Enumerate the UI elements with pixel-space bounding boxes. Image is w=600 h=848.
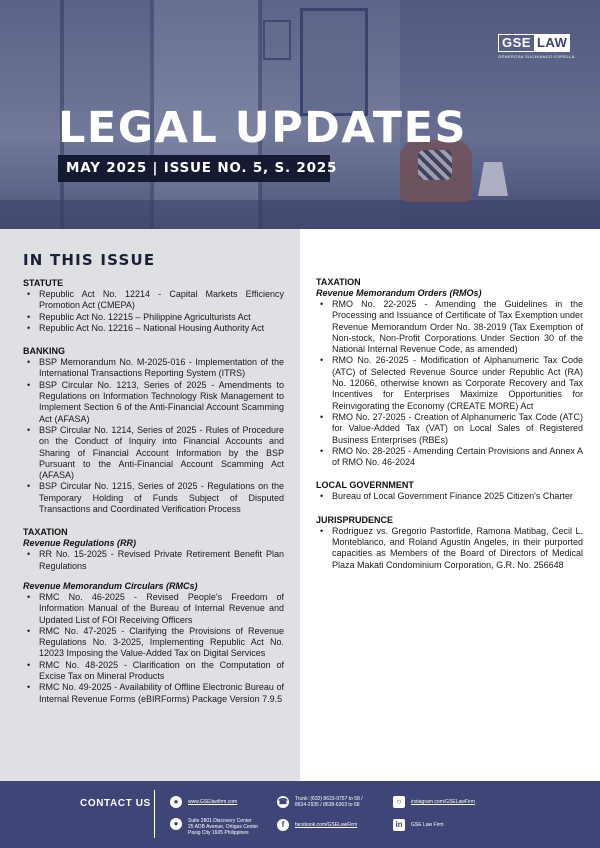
page-title: LEGAL UPDATES: [58, 103, 467, 153]
list-item: • RMO No. 26-2025 - Modification of Alphanumeric Tax Code (ATC) of Selected Revenue Source under Republic Act (RA) No. 12066, otherwise known as Corporate Recovery and Tax Incentives for Enterprises Maximize Opportunities for Reinvigorating the Economy (CREATE MORE) Act: [316, 355, 583, 411]
local-government-title: LOCAL GOVERNMENT: [316, 480, 414, 491]
list-item: • Republic Act No. 12215 – Philippine Agriculturists Act: [23, 312, 284, 323]
phone-line: 8634-2935 / 8638-6363 to 68: [295, 802, 360, 808]
location-pin-icon: ●: [170, 818, 182, 830]
instagram-icon: ○: [393, 796, 405, 808]
list-item: • Rodriguez vs. Gregorio Pastorfide, Ramona Matibag, Cecil L. Monteblanco, and Roland Agustin Angeles, in their purported capacities as Members of the Board of Directors of Medical Plaza Makati Condominium Corporation, G.R. No. 256648: [316, 526, 583, 571]
linkedin-link[interactable]: [393, 819, 444, 831]
taxation-title: TAXATION: [316, 277, 361, 287]
list-item: • Republic Act No. 12214 - Capital Markets Efficiency Promotion Act (CMEPA): [23, 289, 284, 312]
facebook-icon: f: [277, 819, 289, 831]
rr-list: [23, 549, 284, 572]
linkedin-text[interactable]: GSE Law Firm: [411, 822, 444, 828]
rmo-list: [316, 299, 583, 468]
contact-heading: CONTACT US: [80, 798, 151, 809]
address-line: Suite 2801 Discovery Center: [188, 818, 252, 824]
list-item: • BSP Circular No. 1214, Series of 2025 - Rules of Procedure on the Conduct of Inquiry into Financial Accounts and Sharing of Financial Account Information by the BSP Pursuant to the Anti-Financial Account Scamming Act (AFASA): [23, 425, 284, 481]
issue-label: MAY 2025 | ISSUE NO. 5, S. 2025: [58, 155, 330, 182]
facebook-link[interactable]: [277, 819, 357, 831]
rr-subtitle: Revenue Regulations (RR): [23, 538, 137, 549]
website-text[interactable]: www.GSElawfirm.com: [188, 799, 238, 805]
local-government-list: [316, 491, 583, 502]
phone-text: [295, 796, 363, 808]
address: [170, 818, 258, 836]
statute-list: [23, 289, 284, 334]
instagram-text[interactable]: instagram.com/GSELawFirm: [411, 799, 475, 805]
phone: [277, 796, 363, 808]
banking-list: [23, 357, 284, 515]
banking-title: BANKING: [23, 346, 65, 357]
jurisprudence-title: JURISPRUDENCE: [316, 514, 394, 525]
list-item: • RMO No. 27-2025 - Creation of Alphanumeric Tax Code (ATC) for Value-Added Tax (VAT) on Local Sales of Registered Business Enterprises (RBEs): [316, 412, 583, 446]
list-item: • BSP Memorandum No. M-2025-016 - Implementation of the International Transactions Reporting System (ITRS): [23, 357, 284, 380]
footer: [0, 781, 600, 848]
left-column: [0, 229, 300, 781]
rmo-subtitle: Revenue Memorandum Orders (RMOs): [316, 288, 482, 298]
address-line: 25 ADB Avenue, Ortigas Center: [188, 824, 259, 830]
section-heading: IN THIS ISSUE: [23, 251, 156, 269]
website-link[interactable]: [170, 796, 237, 808]
list-item: • RMC No. 48-2025 - Clarification on the Computation of Excise Tax on Mineral Products: [23, 660, 284, 683]
telephone-icon: ☎: [278, 797, 288, 806]
logo-mark: [498, 34, 570, 52]
linkedin-icon: in: [393, 819, 405, 831]
instagram-link[interactable]: [393, 796, 475, 808]
list-item: • Republic Act No. 12216 – National Housing Authority Act: [23, 323, 284, 334]
rmc-list: [23, 592, 284, 705]
logo-right-text: LAW: [534, 35, 570, 51]
list-item: • Bureau of Local Government Finance 2025 Citizen's Charter: [316, 491, 583, 502]
taxation-title: TAXATION: [23, 527, 68, 538]
list-item: • RMO No. 22-2025 - Amending the Guidelines in the Processing and Issuance of Certificate of Tax Exemption under Revenue Memorandum Order No. 38-2019 (Tax Exemption of Non-stock, Non-Profit Corporations Under Section 30 of the National Internal Revenue Code, as amended): [316, 299, 583, 355]
list-item: • RR No. 15-2025 - Revised Private Retirement Benefit Plan Regulations: [23, 549, 284, 572]
jurisprudence-list: [316, 526, 583, 571]
logo-subtitle: GENEROSA SUCHIANCO ESPELLA: [498, 54, 575, 59]
header-banner: [0, 0, 600, 229]
address-text: [188, 818, 258, 836]
firm-logo: [498, 34, 575, 59]
footer-divider: [154, 790, 155, 838]
list-item: • BSP Circular No. 1213, Series of 2025 - Amendments to Regulations on Information Technology Risk Management to Implement Section 6 of the Anti-Financial Account Scamming Act (AFASA): [23, 380, 284, 425]
list-item: • RMC No. 49-2025 - Availability of Offline Electronic Bureau of Internal Revenue Forms (eBIRForms) Package Version 7.9.5: [23, 682, 284, 705]
logo-left-text: GSE: [502, 35, 531, 50]
phone-line: Trunk: (632) 8633-9757 to 58 /: [295, 796, 363, 802]
rmc-subtitle: Revenue Memorandum Circulars (RMCs): [23, 580, 198, 591]
address-line: Pasig City 1605 Philippines: [188, 830, 249, 836]
list-item: • RMC No. 46-2025 - Revised People's Freedom of Information Manual of the Bureau of Internal Revenue and Updated List of FOI Receiving Officers: [23, 592, 284, 626]
right-column: [300, 229, 600, 781]
statute-title: STATUTE: [23, 278, 64, 288]
list-item: • BSP Circular No. 1215, Series of 2025 - Regulations on the Temporary Holding of Funds Subject of Disputed Transactions and Coordinated Verification Process: [23, 481, 284, 515]
list-item: • RMO No. 28-2025 - Amending Certain Provisions and Annex A of RMO No. 46-2024: [316, 446, 583, 469]
globe-icon: ●: [170, 796, 182, 808]
list-item: • RMC No. 47-2025 - Clarifying the Provisions of Revenue Regulations No. 3-2025, Implementing Republic Act No. 12023 Imposing the Value-Added Tax on Digital Services: [23, 626, 284, 660]
facebook-text[interactable]: facebook.com/GSELawFirm: [295, 822, 358, 828]
